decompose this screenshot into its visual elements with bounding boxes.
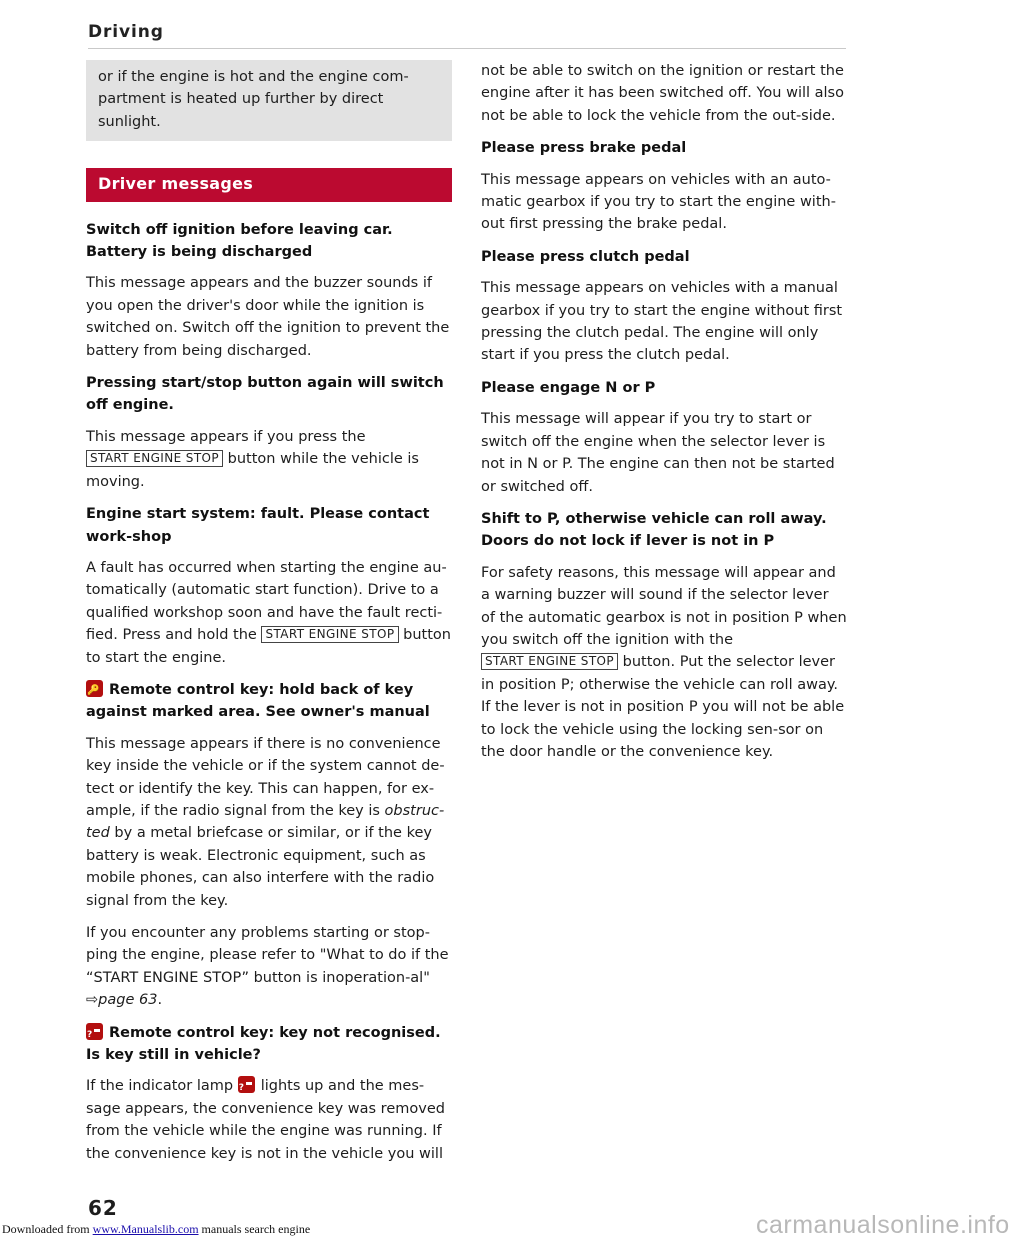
message-heading: Please engage N or P (481, 379, 656, 396)
message-heading: Pressing start/stop button again will switch off engine. (86, 375, 444, 414)
start-engine-stop-button-label: START ENGINE STOP (481, 653, 618, 670)
message-description: This message appears and the buzzer sounds if you open the driver's door while the ignition is switched on. Switch off the ignition to prevent the battery from being discharged. (86, 275, 450, 359)
page-header-title: Driving (88, 22, 164, 42)
page-reference-link[interactable]: ⇨page 63 (86, 992, 158, 1009)
left-column (86, 60, 452, 1175)
message-description: If the indicator lamp ? lights up and the mes-sage appears, the convenience key was removed from the vehicle while the engine was running. If the convenience key is not in the vehicle you will (86, 1075, 452, 1165)
note-box (86, 60, 452, 141)
start-engine-stop-button-label: START ENGINE STOP (86, 450, 223, 467)
message-description: not be able to switch on the ignition or restart the engine after it has been switched off. You will also not be able to lock the vehicle from the out-side. (481, 63, 844, 124)
start-engine-stop-button-label: START ENGINE STOP (261, 626, 398, 643)
note-text: or if the engine is hot and the engine com-partment is heated up further by direct sunlight. (98, 69, 409, 130)
message-description: For safety reasons, this message will appear and a warning buzzer will sound if the selector lever of the automatic gearbox is not in position P when you switch off the ignition with the START ENGINE STOP button. Put the selector lever in position P; otherwise the vehicle can roll away. If the lever is not in position P you will not be able to lock the vehicle using the locking sen-sor on the door handle or the convenience key. (481, 564, 847, 760)
message-heading: Engine start system: fault. Please contact work-shop (86, 506, 430, 545)
message-heading: Switch off ignition before leaving car. Battery is being discharged (86, 221, 393, 261)
message-heading: Please press brake pedal (481, 140, 687, 157)
section-title: Driver messages (86, 168, 452, 201)
message-description: This message will appear if you try to start or switch off the engine when the selector lever is not in N or P. The engine can then not be started or switched off. (481, 411, 835, 495)
message-heading: Shift to P, otherwise vehicle can roll away. Doors do not lock if lever is not in P (481, 510, 827, 550)
page-number: 62 (88, 1196, 118, 1220)
message-description: A fault has occurred when starting the engine au-tomatically (automatic start function). Drive to a qualified workshop soon and have the fault recti-fied. Press and hold the START ENGINE STOP button to start the engine. (86, 559, 451, 666)
message-heading: Please press clutch pedal (481, 248, 690, 265)
right-column (481, 60, 847, 773)
watermark: carmanualsonline.info (756, 1211, 1010, 1239)
message-description: This message appears on vehicles with a manual gearbox if you try to start the engine without first pressing the clutch pedal. The engine will only start if you press the clutch pedal. (481, 280, 843, 364)
message-description: This message appears if you press the START ENGINE STOP button while the vehicle is moving. (86, 428, 419, 490)
remote-key-icon (86, 680, 103, 697)
message-heading: ?Remote control key: key not recognised. Is key still in vehicle? (86, 1022, 452, 1067)
indicator-lamp-icon (238, 1076, 255, 1093)
download-footer: Downloaded from www.Manualslib.com manuals search engine (2, 1222, 311, 1236)
message-heading: 🔑Remote control key: hold back of key against marked area. See owner's manual (86, 679, 452, 724)
message-description: This message appears if there is no convenience key inside the vehicle or if the system cannot de-tect or identify the key. This can happen, for ex-ample, if the radio signal from the key is obstruc-ted by a metal briefcase or similar, or if the key battery is weak. Electronic equipment, such as mobile phones, can also interfere with the radio signal from the key. (86, 735, 445, 909)
message-description: This message appears on vehicles with an auto-matic gearbox if you try to start the engine with-out first pressing the brake pedal. (481, 171, 836, 233)
key-not-recognised-icon (86, 1023, 103, 1040)
message-description: If you encounter any problems starting or stop-ping the engine, please refer to "What to do if the “START ENGINE STOP” button is inoperation-al" ⇨page 63. (86, 925, 449, 1009)
header-divider (88, 48, 846, 49)
manualslib-link[interactable]: www.Manualslib.com (92, 1222, 199, 1236)
